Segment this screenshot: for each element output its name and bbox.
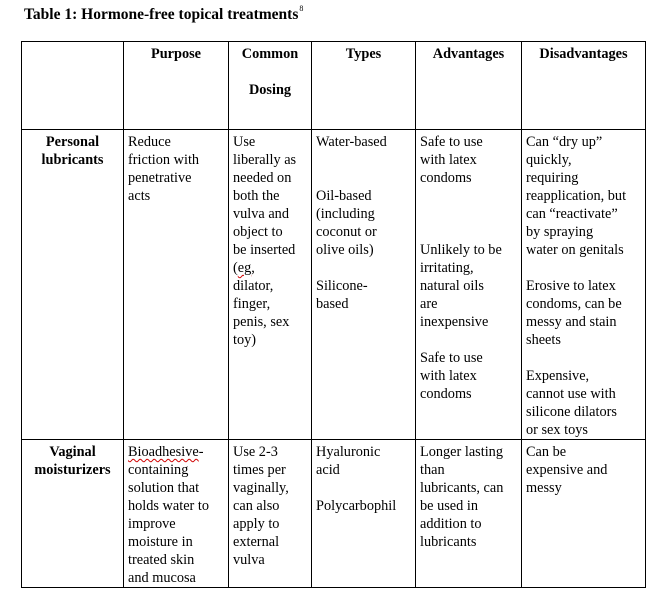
type-oil: Oil-based (including coconut or olive oils) bbox=[316, 188, 377, 258]
purpose-text bbox=[128, 443, 224, 587]
table-row bbox=[22, 130, 646, 440]
advantage-silicone: Safe to use with latex condoms bbox=[420, 350, 483, 402]
cell-dosing bbox=[229, 130, 312, 440]
purpose-spellcheck-word: Bioadhesive bbox=[128, 444, 199, 460]
dosing-text-b: , dilator, finger, penis, sex toy) bbox=[233, 260, 290, 348]
row-header-line2: moisturizers bbox=[34, 462, 111, 478]
type-silicone: Silicone- based bbox=[316, 278, 368, 312]
header-advantages: Advantages bbox=[416, 42, 522, 130]
dosing-text bbox=[233, 133, 307, 349]
type-polycarbophil: Polycarbophil bbox=[316, 498, 397, 514]
header-purpose: Purpose bbox=[124, 42, 229, 130]
purpose-text: Reduce friction with penetrative acts bbox=[128, 134, 200, 204]
header-disadvantages: Disadvantages bbox=[522, 42, 646, 130]
cell-disadvantages bbox=[522, 130, 646, 440]
advantage-water: Safe to use with latex condoms bbox=[420, 134, 483, 186]
purpose-text-rest: - containing solution that holds water to improve moisture in treated skin and mucosa bbox=[128, 444, 209, 586]
cell-advantages bbox=[416, 440, 522, 588]
citation-superscript: 8 bbox=[299, 4, 304, 13]
type-water: Water-based bbox=[316, 134, 387, 150]
table-title bbox=[24, 6, 303, 24]
advantage-text: Longer lasting than lubricants, can be used in addition to lubricants bbox=[420, 444, 504, 550]
dosing-text-a: Use liberally as needed on both the vulva and object to be inserted ( bbox=[233, 134, 297, 276]
cell-dosing bbox=[229, 440, 312, 588]
disadvantage-silicone: Expensive, cannot use with silicone dilators or sex toys bbox=[526, 368, 617, 438]
advantage-oil: Unlikely to be irritating, natural oils are inexpensive bbox=[420, 242, 502, 330]
header-empty bbox=[22, 42, 124, 130]
dosing-text: Use 2-3 times per vaginally, can also apply to external vulva bbox=[233, 444, 289, 568]
row-header-line1: Personal bbox=[45, 134, 100, 150]
cell-purpose bbox=[124, 130, 229, 440]
header-dosing-line1: Common bbox=[241, 46, 299, 62]
cell-types bbox=[312, 130, 416, 440]
header-row bbox=[22, 42, 646, 130]
table-title-text: Table 1: Hormone-free topical treatments bbox=[24, 6, 299, 23]
row-header-line2: lubricants bbox=[41, 152, 104, 168]
table-row bbox=[22, 440, 646, 588]
disadvantage-oil: Erosive to latex condoms, can be messy and stain sheets bbox=[526, 278, 622, 348]
header-types: Types bbox=[312, 42, 416, 130]
row-header-lubricants bbox=[22, 130, 124, 440]
cell-types bbox=[312, 440, 416, 588]
treatments-table bbox=[21, 41, 646, 588]
header-dosing-line2: Dosing bbox=[248, 82, 292, 98]
cell-purpose bbox=[124, 440, 229, 588]
disadvantage-water: Can “dry up” quickly, requiring reapplication, but can “reactivate” by spraying water on genitals bbox=[526, 134, 627, 258]
cell-advantages bbox=[416, 130, 522, 440]
dosing-eg: eg bbox=[237, 260, 252, 276]
disadvantage-text: Can be expensive and messy bbox=[526, 444, 608, 496]
row-header-line1: Vaginal bbox=[49, 444, 96, 460]
type-hyaluronic: Hyaluronic acid bbox=[316, 444, 381, 478]
header-dosing bbox=[229, 42, 312, 130]
cell-disadvantages bbox=[522, 440, 646, 588]
row-header-moisturizers bbox=[22, 440, 124, 588]
